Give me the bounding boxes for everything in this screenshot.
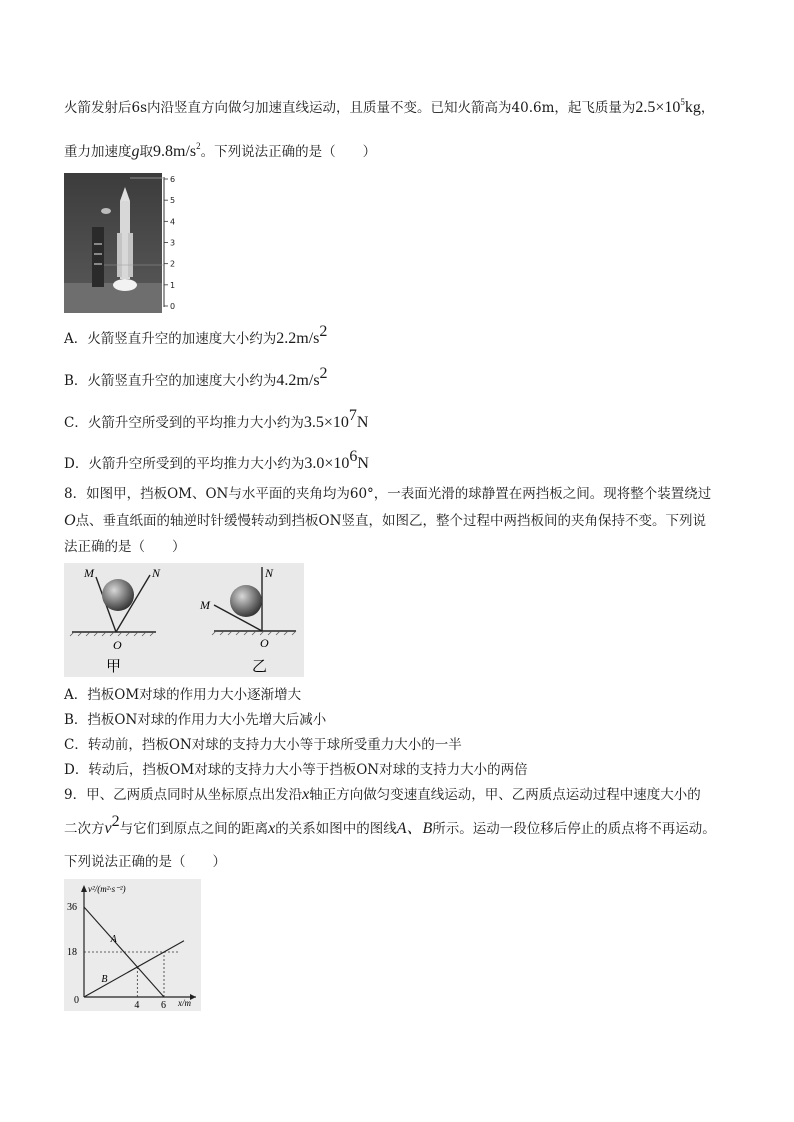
q8-stem-line-1: 8．如图甲，挡板OM、ON与水平面的夹角均为60°，一表面光滑的球静置在两挡板之间。现将整个装置绕过 [64,486,712,502]
q9-stem-1a: 9．甲、乙两质点同时从坐标原点出发沿 [64,787,303,803]
q7-mass-exponent: 5 [680,97,685,107]
q7-option-c-sup: 7 [348,407,357,424]
q7-mass-unit: kg [684,99,701,116]
q9-stem-1b: 轴正方向做匀变速直线运动，甲、乙两质点运动过程中速度大小的 [309,787,701,803]
tower-rung-2 [94,253,102,255]
x-axis-label: x/m [178,998,191,1008]
q7-option-d-value: 3.0×10 [304,455,350,472]
scale-tick-label-3: 3 [170,238,176,248]
q9-v-square: 2 [111,813,120,830]
tower-rung-3 [94,263,102,265]
yi-caption: 乙 [252,657,268,675]
q9-stem-line-3: 下列说法正确的是（ ） [64,854,226,870]
yi-label-o: O [260,636,269,650]
x-tick-label-0: 0 [74,995,79,1006]
q9-lines-ab: A、B [396,820,433,837]
q9-stem-line-2 [64,813,716,839]
q7-option-b-sup: 2 [319,365,328,382]
sky-object [101,208,111,214]
q7-option-d-sup: 6 [349,448,358,465]
x-tick-label-6: 6 [161,1000,166,1011]
v2-x-chart [64,879,201,1011]
q7-mass [635,99,701,116]
scale-tick-label-2: 2 [170,259,176,269]
jia-ball [102,579,134,611]
q7-option-d-text: D．火箭升空所受到的平均推力大小约为 [64,456,305,472]
y-tick-label-18: 18 [67,947,77,958]
q9-stem-2d: 所示。运动一段位移后停止的质点将不再运动。 [432,821,716,837]
jia-label-o: O [113,638,122,652]
board-ball-figure [64,563,304,677]
series-line-B [84,941,184,997]
q7-option-b [64,365,328,391]
tower-rung-1 [94,243,102,245]
q7-question-text: 。下列说法正确的是（ ） [200,144,377,160]
scale-tick-label-4: 4 [170,217,176,227]
scale-tick-label-6: 6 [170,175,176,184]
q9-stem-2b: 与它们到原点之间的距离 [119,821,269,837]
jia-label-m: M [84,566,94,580]
q7-option-c-text: C．火箭升空所受到的平均推力大小约为 [64,415,304,431]
q8-stem-line-2 [64,511,706,531]
q7-option-c-unit: N [356,414,369,431]
q9-x-var: x [268,820,276,837]
q7-comma: ， [700,100,715,116]
q7-g-square: 2 [196,141,201,151]
rocket-booster-right [128,233,133,277]
yi-label-n: N [265,566,274,580]
q7-gravity-text: 重力加速度 [64,144,132,160]
y-tick-label-36: 36 [67,902,77,913]
yi-ball [230,585,262,617]
q7-stem-text: 火箭发射后6s内沿竖直方向做匀加速直线运动，且质量不变。已知火箭高为40.6m，起飞质量为 [64,100,636,116]
rocket-exhaust [113,279,137,291]
scale-tick-label-0: 0 [170,302,176,311]
series-label-B: B [101,974,108,985]
q7-option-a [64,323,328,349]
q7-stem-line-1 [64,98,714,118]
y-axis-label: v²/(m²·s⁻²) [88,884,126,894]
q7-option-a-value: 2.2m/s [276,330,320,347]
q8-option-d: D．转动后，挡板OM对球的支持力大小等于挡板ON对球的支持力大小的两倍 [64,762,528,778]
jia-label-n: N [152,566,161,580]
board-ball-drawing [64,563,304,677]
ground-haze [64,283,162,313]
q9-v-var: v [104,820,112,837]
q7-mass-mantissa: 2.5×10 [635,99,681,116]
q8-stem-line-2-text: 点、垂直纸面的轴逆时针缓慢转动到挡板ON竖直，如图乙，整个过程中两挡板间的夹角保持不变。下列说 [75,513,706,529]
q8-stem-line-3: 法正确的是（ ） [64,539,186,555]
scale-tick-label-1: 1 [170,280,176,290]
v2-x-graph [64,879,201,1011]
q9-stem-2c: 的关系如图中的图线 [275,821,397,837]
q8-option-c: C．转动前，挡板ON对球的支持力大小等于球所受重力大小的一半 [64,737,462,753]
y-axis-arrow [81,885,87,892]
q9-stem-2a: 二次方 [64,821,105,837]
q9-x-axis-var: x [302,786,310,803]
q7-option-b-value: 4.2m/s [276,372,320,389]
jia-caption: 甲 [106,657,122,675]
q7-option-b-text: B．火箭竖直升空的加速度大小约为 [64,373,277,389]
q7-g-variable: g [131,143,140,160]
q7-g-value [153,143,201,160]
series-label-A: A [110,934,117,945]
q7-take-text: 取 [139,144,153,160]
q7-option-c-value: 3.5×10 [303,414,349,431]
q7-g-value-text: 9.8m/s [153,143,197,160]
rocket-photo-drawing [64,173,180,313]
q7-option-d [64,448,369,474]
scale-tick-label-5: 5 [170,196,176,206]
q8-option-a: A．挡板OM对球的作用力大小逐渐增大 [64,687,302,703]
q8-option-b: B．挡板ON对球的作用力大小先增大后减小 [64,712,327,728]
rocket-photo [64,173,180,313]
q7-option-a-text: A．火箭竖直升空的加速度大小约为 [64,331,277,347]
yi-label-m: M [200,598,210,612]
q9-stem-line-1 [64,785,701,805]
rocket-booster-left [117,233,122,277]
launch-tower [92,227,104,287]
q7-option-c [64,407,369,433]
q8-point-o: O [64,512,76,529]
q7-option-a-sup: 2 [319,323,328,340]
q7-option-d-unit: N [357,455,369,472]
q7-stem-line-2 [64,142,376,162]
x-tick-label-4: 4 [134,1000,140,1011]
